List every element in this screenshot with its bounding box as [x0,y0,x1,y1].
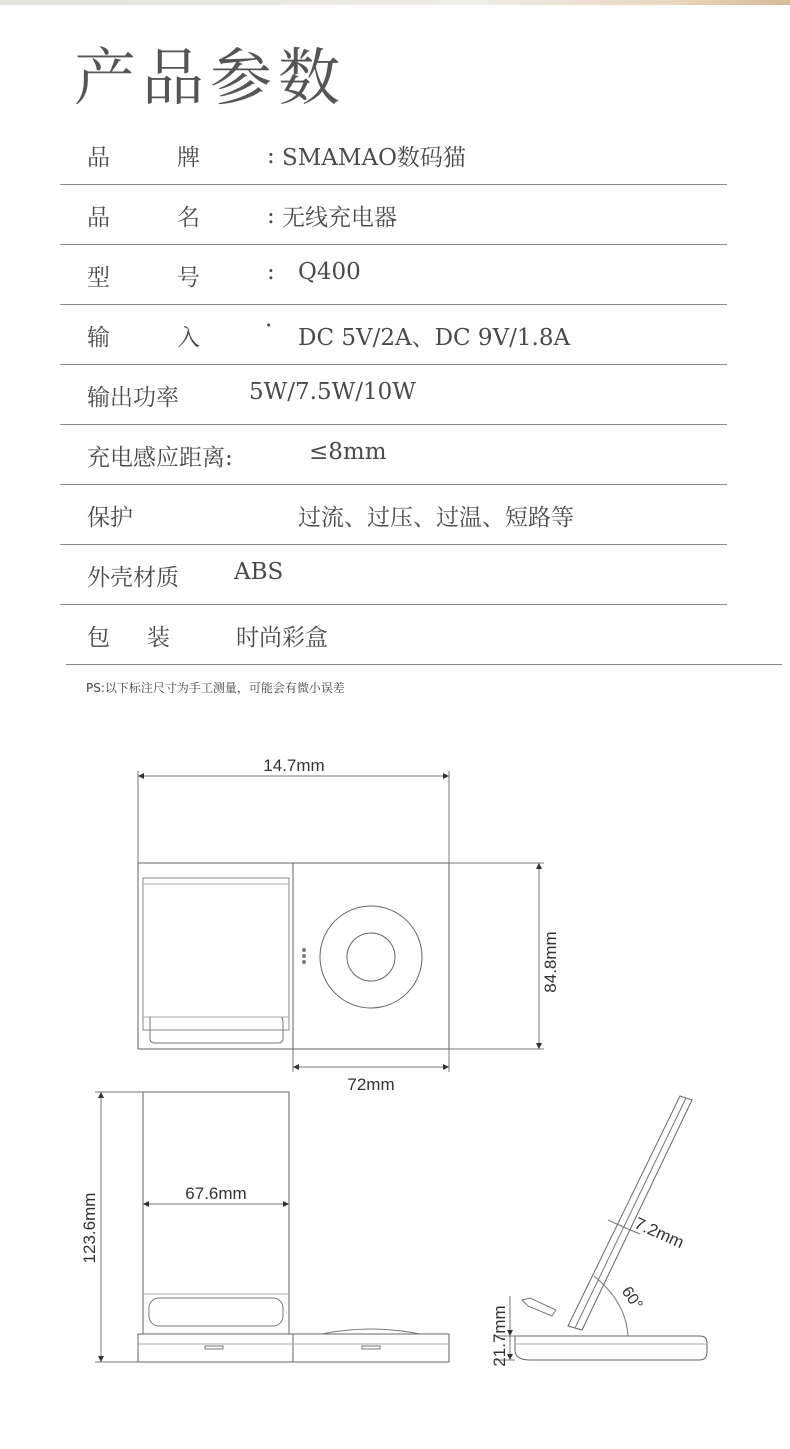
top-decor-strip [0,0,790,5]
spec-value: 时尚彩盒 [236,625,328,651]
dimension-pad-width: 72mm [347,1075,395,1094]
spec-separator: · [265,313,273,339]
spec-value: DC 5V/2A、DC 9V/1.8A [298,325,571,351]
dimension-depth: 84.8mm [541,931,560,993]
spec-row-name [60,185,727,245]
spec-row-input [60,305,727,365]
spec-label: 牌 [177,145,200,171]
dimension-base-height: 21.7mm [490,1305,509,1367]
spec-row-output-power [60,365,727,425]
dimension-drawings [0,700,790,1449]
dimension-stand-width: 67.6mm [185,1184,247,1203]
spec-label: 输出功率 [87,385,179,411]
spec-row-brand [60,125,727,185]
spec-table [60,125,727,664]
dimension-height: 123.6mm [80,1192,99,1264]
spec-row-material [60,545,727,605]
front-view-drawing [95,1092,449,1362]
spec-separator: : [267,143,275,169]
spec-value: SMAMAO数码猫 [282,145,466,171]
spec-row-model [60,245,727,305]
table-bottom-divider [66,664,782,665]
spec-label: 装 [147,625,170,651]
spec-value: 5W/7.5W/10W [249,379,416,405]
spec-label: 品 [87,205,110,231]
spec-label: 型 [87,265,110,291]
spec-label: 号 [177,265,200,291]
side-view-drawing [496,1096,707,1360]
dimension-thickness: 7.2mm [631,1213,687,1253]
spec-label: 名 [177,205,200,231]
spec-label: 充电感应距离: [87,445,233,471]
spec-value: ≤8mm [309,439,387,465]
spec-label: 保护 [87,505,133,531]
spec-value: 无线充电器 [282,205,397,231]
spec-label: 输 [87,325,110,351]
top-view-drawing [138,771,544,1072]
spec-row-charging-distance [60,425,727,485]
spec-separator: : [267,259,275,285]
spec-label: 入 [177,325,200,351]
spec-value: 过流、过压、过温、短路等 [298,505,574,531]
spec-label: 包 [87,625,110,651]
spec-value: Q400 [298,259,361,285]
dimension-top-width: 14.7mm [263,756,325,775]
spec-value: ABS [234,559,284,585]
page-title: 产品参数 [74,41,347,114]
spec-row-packaging [60,605,727,664]
spec-label: 品 [87,145,110,171]
measurement-note: PS:以下标注尺寸为手工测量，可能会有微小误差 [86,681,345,695]
spec-row-protection [60,485,727,545]
dimension-angle: 60° [617,1283,646,1314]
spec-separator: : [267,203,275,229]
spec-label: 外壳材质 [87,565,179,591]
